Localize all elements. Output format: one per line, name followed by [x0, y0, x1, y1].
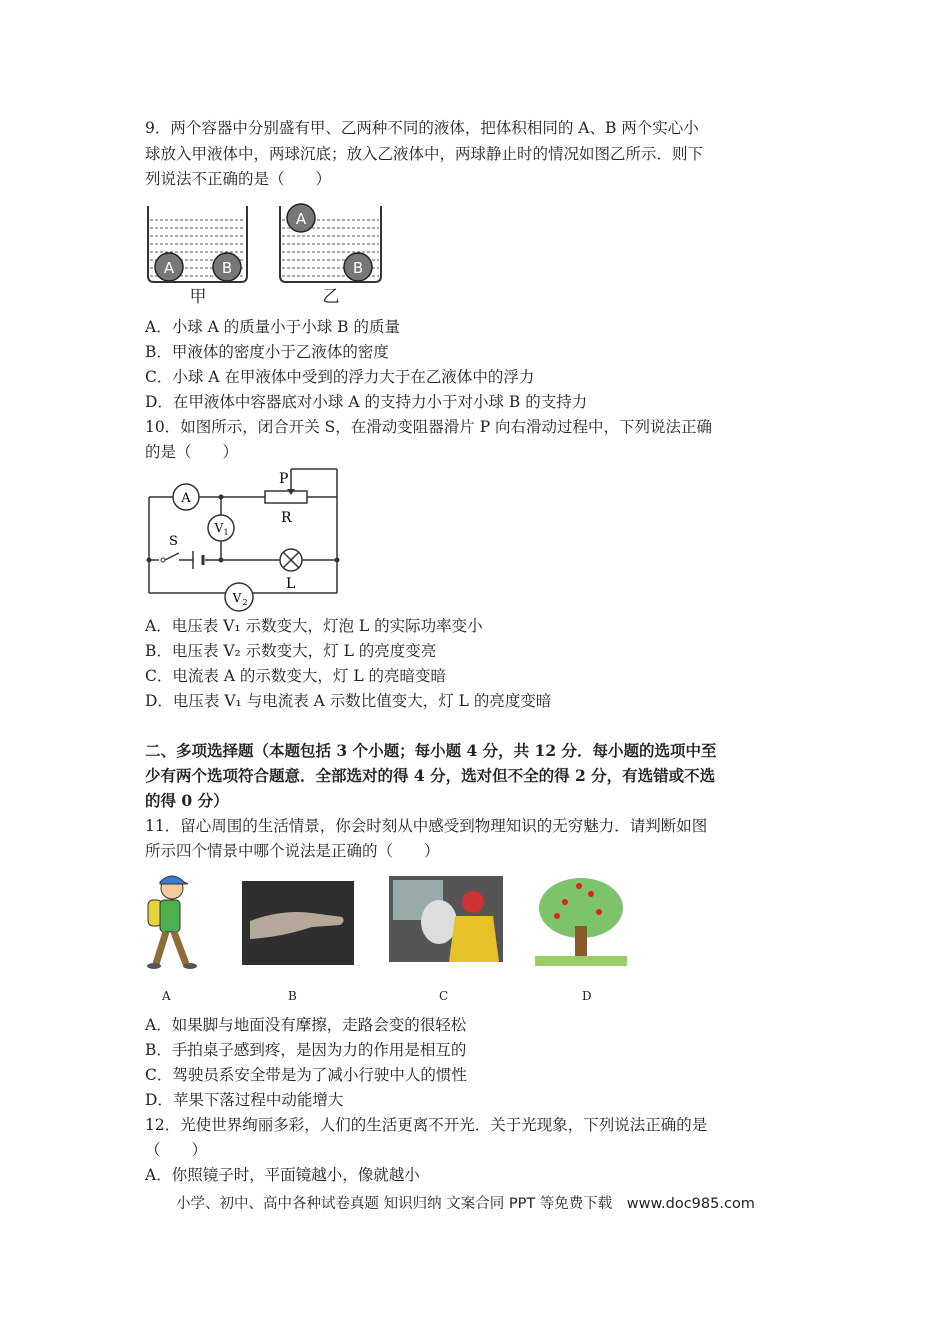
- ball-a-yi-label: A: [295, 210, 307, 228]
- q10-stem-line-2: 的是（ ）: [145, 443, 239, 461]
- q11-option-a: A．如果脚与地面没有摩擦，走路会变的很轻松: [145, 1016, 467, 1034]
- v2-subscript: 2: [242, 598, 248, 607]
- q9-beakers-figure: [143, 198, 388, 308]
- ball-b-yi-label: B: [352, 259, 364, 277]
- resistor-r-label: R: [281, 510, 292, 526]
- ammeter-label: A: [181, 491, 191, 506]
- switch-s-label: S: [169, 534, 178, 549]
- beaker-yi: [280, 204, 381, 307]
- q9-stem-line-2: 球放入甲液体中，两球沉底；放入乙液体中，两球静止时的情况如图乙所示．则下: [145, 145, 704, 163]
- section2-header-line-1: 二、多项选择题（本题包括 3 个小题；每小题 4 分，共 12 分．每小题的选项中至: [145, 741, 717, 760]
- slider-p-label: P: [279, 471, 289, 487]
- q11-option-c: C．驾驶员系安全带是为了减小行驶中人的惯性: [145, 1066, 467, 1084]
- beaker-jia: [148, 206, 247, 307]
- lamp-l-label: L: [286, 576, 296, 592]
- q9-option-d: D．在甲液体中容器底对小球 A 的支持力小于对小球 B 的支持力: [145, 393, 588, 411]
- q11-option-b: B．手拍桌子感到疼，是因为力的作用是相互的: [145, 1041, 467, 1059]
- v1-label: V: [214, 521, 224, 535]
- q12-stem-line-2: （ ）: [145, 1141, 208, 1159]
- label-jia: 甲: [189, 287, 207, 307]
- section2-header-line-2: 少有两个选项符合题意．全部选对的得 4 分，选对但不全的得 2 分，有选错或不选: [145, 766, 716, 785]
- q11-option-d: D．苹果下落过程中动能增大: [145, 1091, 344, 1109]
- q9-option-b: B．甲液体的密度小于乙液体的密度: [145, 343, 389, 361]
- q11-caption-b: B: [288, 989, 297, 1003]
- v1-subscript: 1: [223, 528, 229, 537]
- q10-circuit-diagram: [143, 465, 348, 615]
- q12-option-a: A．你照镜子时，平面镜越小，像就越小: [145, 1166, 420, 1184]
- q9-option-c: C．小球 A 在甲液体中受到的浮力大于在乙液体中的浮力: [145, 368, 535, 386]
- hand-on-table-image: [242, 881, 354, 965]
- q10-option-c: C．电流表 A 的示数变大，灯 L 的亮暗变暗: [145, 667, 447, 685]
- ball-a-label: A: [163, 259, 175, 277]
- q11-caption-d: D: [582, 989, 592, 1003]
- q10-stem-line-1: 10．如图所示，闭合开关 S，在滑动变阻器滑片 P 向右滑动过程中，下列说法正确: [145, 418, 713, 436]
- q11-stem-line-1: 11．留心周围的生活情景，你会时刻从中感受到物理知识的无穷魅力．请判断如图: [145, 817, 708, 835]
- q11-caption-a: A: [162, 989, 171, 1003]
- q10-option-a: A．电压表 V₁ 示数变大，灯泡 L 的实际功率变小: [145, 617, 483, 635]
- car-airbag-image: [389, 876, 503, 962]
- q11-caption-c: C: [439, 989, 449, 1003]
- v2-label: V: [232, 591, 242, 605]
- q9-stem-line-3: 列说法不正确的是（ ）: [145, 170, 332, 188]
- section2-header-line-3: 的得 0 分）: [145, 791, 229, 810]
- page-footer: 小学、初中、高中各种试卷真题 知识归纳 文案合同 PPT 等免费下载 www.doc985.com: [176, 1196, 755, 1212]
- q12-stem-line-1: 12．光使世界绚丽多彩，人们的生活更离不开光．关于光现象，下列说法正确的是: [145, 1116, 708, 1134]
- q10-option-d: D．电压表 V₁ 与电流表 A 示数比值变大，灯 L 的亮度变暗: [145, 692, 552, 710]
- q9-stem-line-1: 9．两个容器中分别盛有甲、乙两种不同的液体，把体积相同的 A、B 两个实心小: [145, 119, 699, 137]
- q10-option-b: B．电压表 V₂ 示数变大，灯 L 的亮度变亮: [145, 642, 437, 660]
- apple-tree-image: [535, 874, 627, 966]
- walking-boy-image: [140, 870, 200, 970]
- q9-option-a: A．小球 A 的质量小于小球 B 的质量: [145, 318, 400, 336]
- ball-b-label: B: [221, 259, 233, 277]
- label-yi: 乙: [322, 287, 340, 307]
- q11-stem-line-2: 所示四个情景中哪个说法是正确的（ ）: [145, 842, 440, 860]
